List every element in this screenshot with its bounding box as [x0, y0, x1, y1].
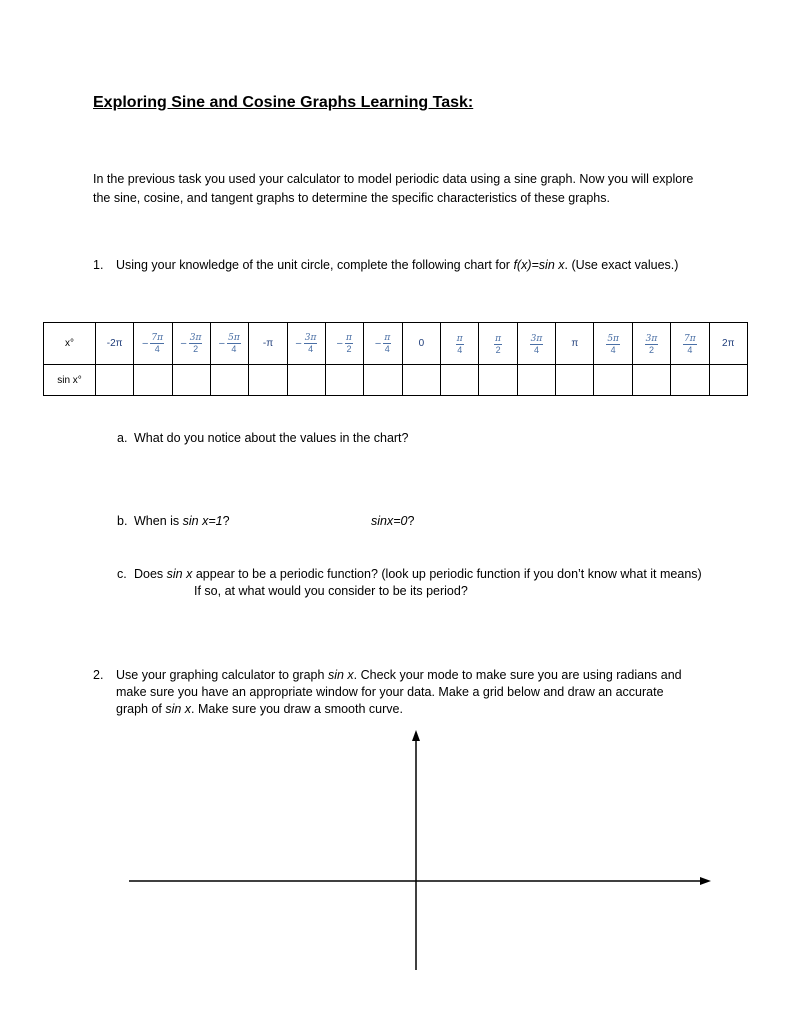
y-axis-arrow-icon	[412, 730, 420, 741]
x-axis-arrow-icon	[700, 877, 711, 885]
question-text: What do you notice about the values in the chart?	[134, 431, 409, 445]
question-text: Does sin x appear to be a periodic function? (look up periodic function if you don’t know what it means)If so, at what would you consider to be its period?	[134, 567, 702, 598]
row-label-sin: sin x°	[44, 365, 96, 396]
x-value-cell: π 4	[441, 323, 479, 365]
x-value-cell: − $\frac{3\pi}{2}$	[172, 323, 210, 365]
x-value-cell: 3π 2	[632, 323, 670, 365]
x-value-cell: π	[556, 323, 594, 365]
question-text: Using your knowledge of the unit circle, complete the following chart for f(x)=sin x. (Use exact values.)	[116, 258, 679, 272]
x-value-cell: 0	[402, 323, 440, 365]
x-value-cell: − $\frac{3\pi}{4}$	[287, 323, 325, 365]
x-value-cell: 7π 4	[671, 323, 709, 365]
question-number: 1.	[93, 258, 104, 272]
question-number: 2.	[93, 668, 104, 682]
question-letter: b.	[117, 514, 128, 528]
question-letter: a.	[117, 431, 128, 445]
x-value-cell: − $\frac{7\pi}{4}$	[134, 323, 172, 365]
x-value-cell: 5π 4	[594, 323, 632, 365]
question-letter: c.	[117, 567, 127, 581]
question-text: When is sin x=1?	[134, 514, 230, 528]
question-text-2: sinx=0?	[371, 514, 415, 528]
question-text: Use your graphing calculator to graph sin x. Check your mode to make sure you are using radians and make sure you have an appropriate window for your data. Make a grid below and draw an accurate graph of sin x. Make sure you draw a smooth curve.	[116, 668, 682, 716]
intro-paragraph: In the previous task you used your calculator to model periodic data using a sine graph. Now you will explore the sine, cosine, and tangent graphs to determine the specific characteristics of these graphs.	[93, 172, 694, 205]
x-value-cell: − $\frac{\pi}{2}$	[326, 323, 364, 365]
x-value-cell: − $\frac{5\pi}{4}$	[211, 323, 249, 365]
x-value-cell: -2π	[96, 323, 134, 365]
x-value-cell: − $\frac{\pi}{4}$	[364, 323, 402, 365]
x-value-cell: 3π 4	[517, 323, 555, 365]
x-value-cell: 2π	[709, 323, 748, 365]
x-value-cell: π 2	[479, 323, 517, 365]
x-value-cell: -π	[249, 323, 287, 365]
page-title: Exploring Sine and Cosine Graphs Learning Task:	[93, 94, 474, 111]
row-label-x: x°	[44, 323, 96, 365]
